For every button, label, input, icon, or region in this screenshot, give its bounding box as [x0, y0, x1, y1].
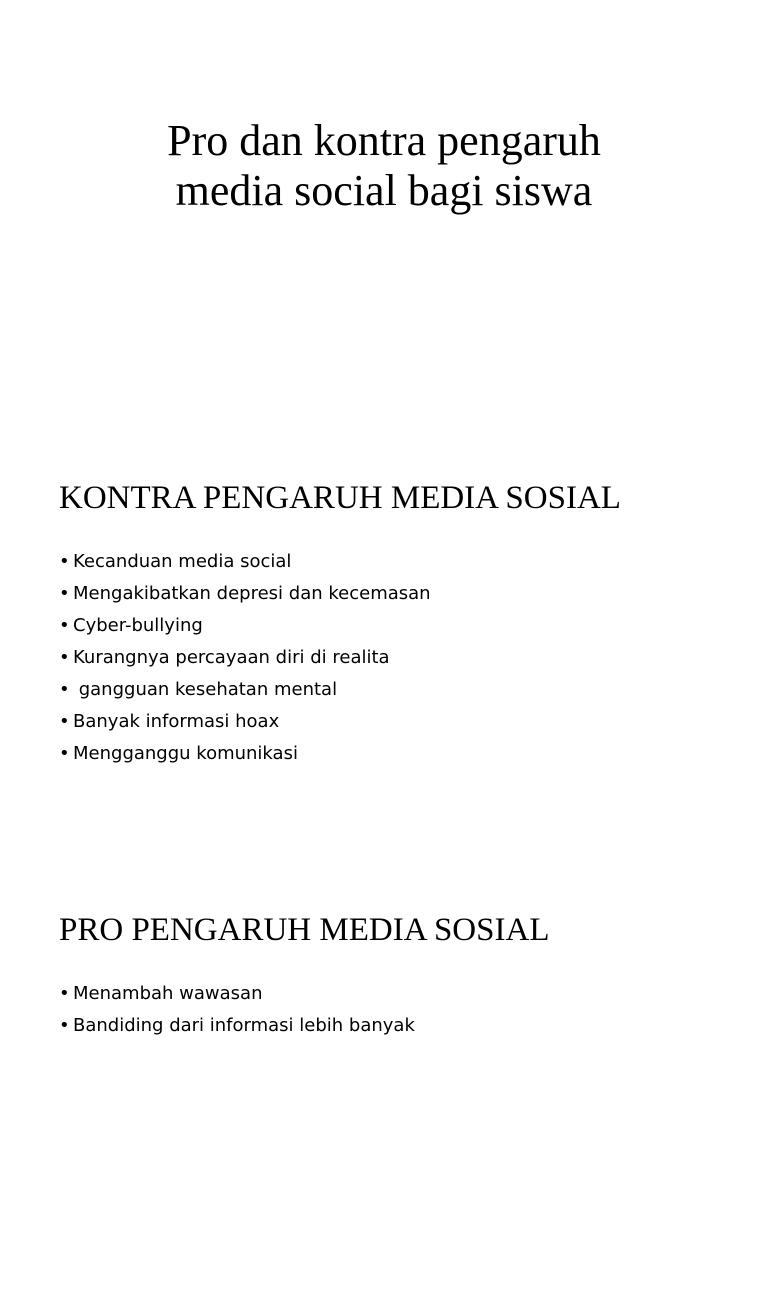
list-item-text: Mengganggu komunikasi [73, 743, 298, 764]
list-item [59, 610, 431, 642]
list-item-text: Cyber-bullying [73, 615, 203, 636]
list-item [59, 642, 431, 674]
list-item-text: Mengakibatkan depresi dan kecemasan [73, 583, 431, 604]
list-item-text: Kecanduan media social [73, 551, 292, 572]
list-item-text: Bandiding dari informasi lebih banyak [73, 1015, 415, 1036]
list-item [59, 978, 415, 1010]
bullet-icon: • [59, 647, 70, 668]
title-slide [0, 0, 768, 432]
list-item [59, 578, 431, 610]
bullet-icon: • [59, 615, 70, 636]
list-item [59, 738, 431, 770]
kontra-bullet-list [59, 546, 431, 770]
pro-heading: PRO PENGARUH MEDIA SOSIAL [59, 912, 550, 948]
list-item [59, 1010, 415, 1042]
list-item-text: gangguan kesehatan mental [73, 679, 338, 700]
list-item-text: Menambah wawasan [73, 983, 263, 1004]
list-item-text: Kurangnya percayaan diri di realita [73, 647, 390, 668]
presentation-title [0, 116, 768, 216]
title-line-2: media social bagi siswa [175, 166, 593, 215]
bullet-icon: • [59, 983, 70, 1004]
bullet-icon: • [59, 551, 70, 572]
bullet-icon: • [59, 743, 70, 764]
bullet-icon: • [59, 711, 70, 732]
pro-bullet-list [59, 978, 415, 1042]
kontra-heading: KONTRA PENGARUH MEDIA SOSIAL [59, 480, 621, 516]
bullet-icon: • [59, 1015, 70, 1036]
list-item [59, 706, 431, 738]
bullet-icon: • [59, 679, 70, 700]
kontra-slide [0, 432, 768, 864]
list-item [59, 546, 431, 578]
bullet-icon: • [59, 583, 70, 604]
title-line-1: Pro dan kontra pengaruh [167, 116, 601, 165]
pro-slide [0, 864, 768, 1296]
list-item [59, 674, 431, 706]
list-item-text: Banyak informasi hoax [73, 711, 280, 732]
